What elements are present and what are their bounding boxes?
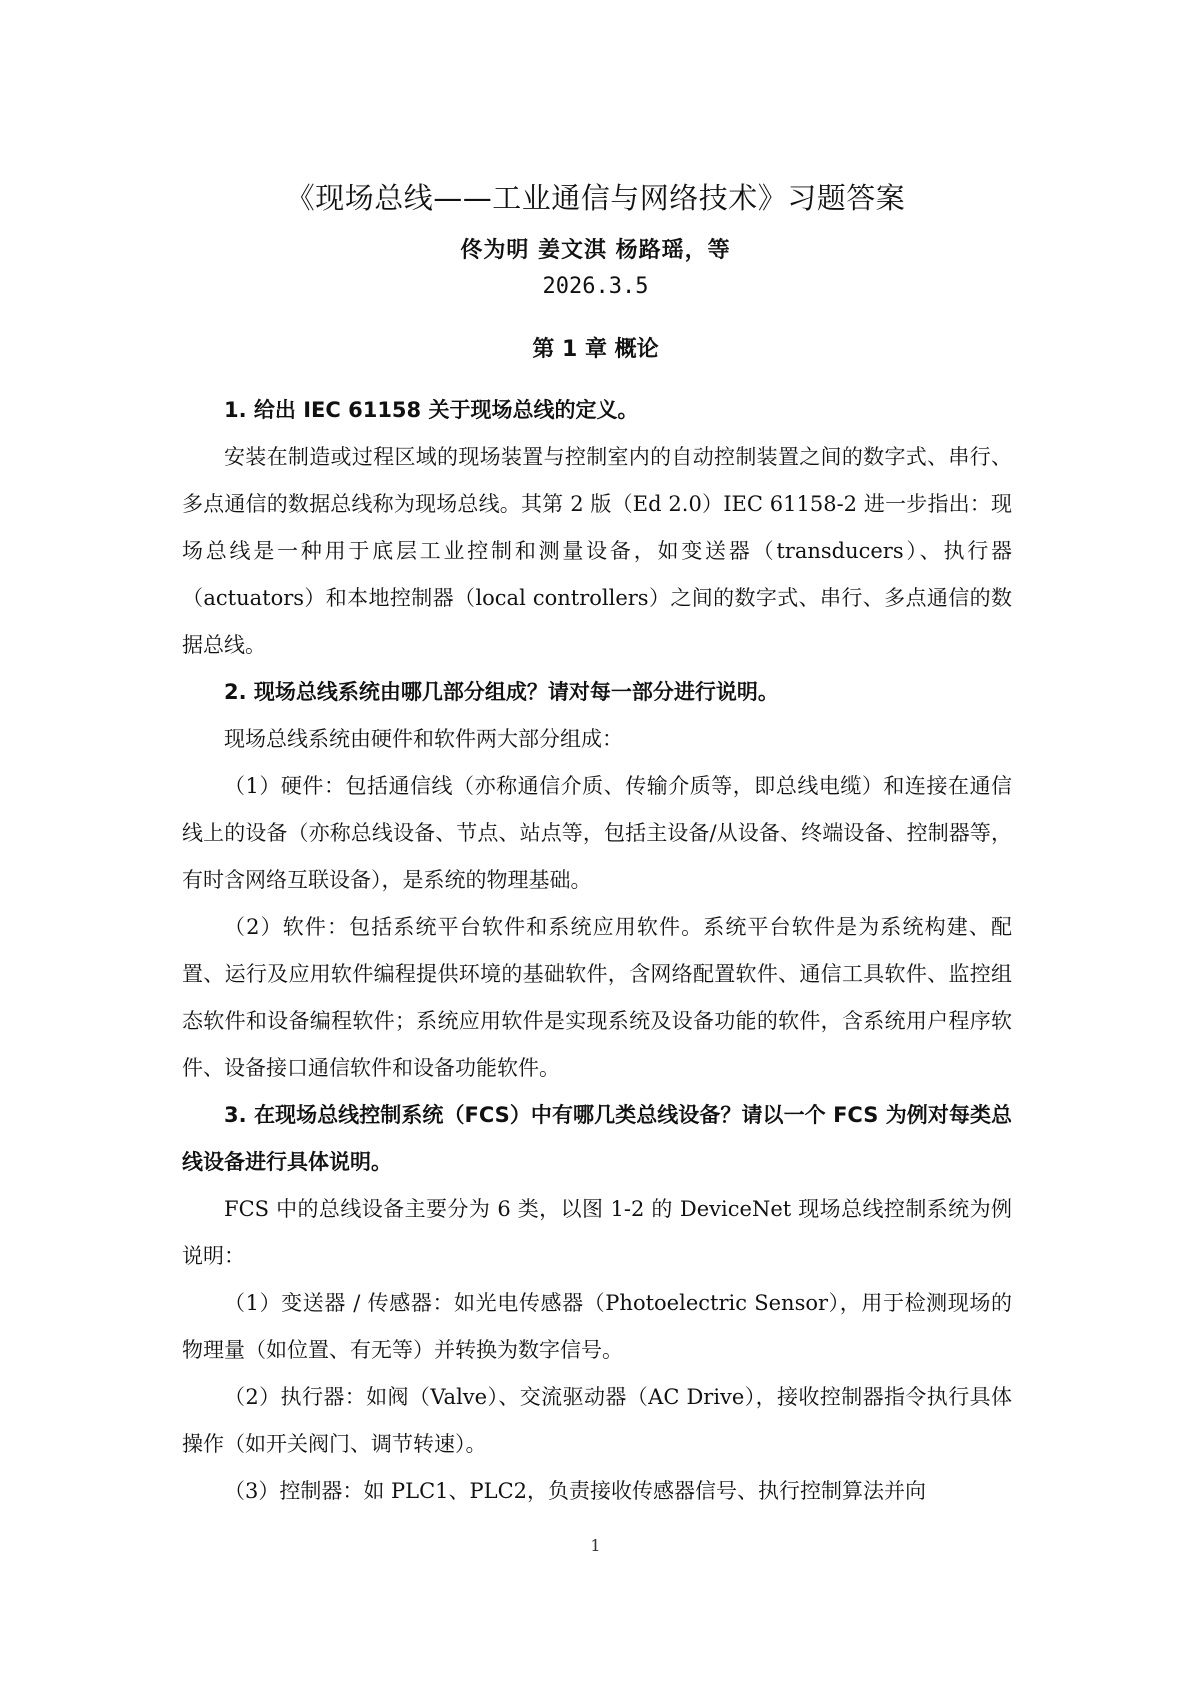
- answer-3-item-1: （1）变送器 / 传感器：如光电传感器（Photoelectric Sensor），用于检测现场的物理量（如位置、有无等）并转换为数字信号。: [182, 1291, 1012, 1362]
- document-authors: 佟为明 姜文淇 杨路瑶，等: [460, 238, 731, 263]
- body-text: [182, 387, 1012, 1515]
- answer-2-hardware: （1）硬件：包括通信线（亦称通信介质、传输介质等，即总线电缆）和连接在通信线上的设备（亦称总线设备、节点、站点等，包括主设备/从设备、终端设备、控制器等，有时含网络互联设备），是系统的物理基础。: [182, 774, 1012, 892]
- question-3: 3. 在现场总线控制系统（FCS）中有哪几类总线设备？请以一个 FCS 为例对每类总线设备进行具体说明。: [182, 1103, 1012, 1174]
- page-number: 1: [590, 1536, 601, 1555]
- answer-3-item-3: （3）控制器：如 PLC1、PLC2，负责接收传感器信号、执行控制算法并向: [224, 1479, 927, 1503]
- document-date: 2026.3.5: [542, 274, 649, 299]
- document-title: 《现场总线——工业通信与网络技术》习题答案: [285, 181, 906, 215]
- answer-3-item-2: （2）执行器：如阀（Valve）、交流驱动器（AC Drive），接收控制器指令执行具体操作（如开关阀门、调节转速）。: [182, 1385, 1012, 1456]
- question-1: 1. 给出 IEC 61158 关于现场总线的定义。: [224, 398, 639, 422]
- chapter-heading: 第 1 章 概论: [532, 337, 659, 362]
- answer-1-paragraph: 安装在制造或过程区域的现场装置与控制室内的自动控制装置之间的数字式、串行、多点通信的数据总线称为现场总线。其第 2 版（Ed 2.0）IEC 61158-2 进一步指出：现场总线是一种用于底层工业控制和测量设备，如变送器（transducers）、执行器（actuators）和本地控制器（local controllers）之间的数字式、串行、多点通信的数据总线。: [182, 445, 1012, 657]
- answer-2-software: （2）软件：包括系统平台软件和系统应用软件。系统平台软件是为系统构建、配置、运行及应用软件编程提供环境的基础软件，含网络配置软件、通信工具软件、监控组态软件和设备编程软件；系统应用软件是实现系统及设备功能的软件，含系统用户程序软件、设备接口通信软件和设备功能软件。: [182, 915, 1012, 1080]
- answer-2-intro: 现场总线系统由硬件和软件两大部分组成：: [224, 727, 623, 751]
- answer-3-intro: FCS 中的总线设备主要分为 6 类，以图 1-2 的 DeviceNet 现场总线控制系统为例说明：: [182, 1197, 1012, 1268]
- question-2: 2. 现场总线系统由哪几部分组成？请对每一部分进行说明。: [224, 680, 779, 704]
